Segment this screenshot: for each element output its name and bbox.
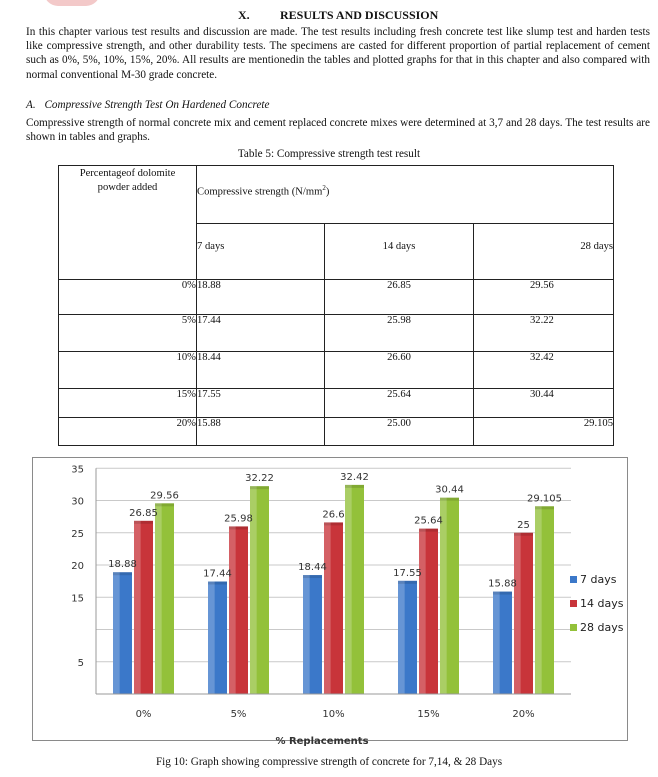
table-header-28days: 28 days	[474, 224, 614, 280]
x-axis-label: % Replacements	[275, 736, 369, 747]
y-tick-label: 35	[71, 464, 84, 476]
bar-highlight	[155, 503, 162, 694]
bar-top	[303, 575, 322, 578]
y-tick-label: 5	[77, 657, 84, 669]
cell-7days: 18.44	[197, 352, 325, 389]
cell-14days: 26.85	[325, 280, 474, 315]
section-number: X.	[238, 8, 250, 22]
cell-7days: 17.55	[197, 389, 325, 418]
y-tick-label: 20	[71, 561, 84, 572]
bar-top	[134, 521, 153, 524]
results-table	[58, 165, 614, 446]
y-tick-label: 30	[71, 496, 84, 508]
bar-highlight	[303, 575, 310, 694]
table-row	[59, 352, 614, 389]
bar-highlight	[398, 581, 405, 694]
data-label: 15.88	[488, 578, 517, 590]
bar-highlight	[514, 533, 521, 694]
table-header-compressive	[197, 166, 614, 224]
bar-highlight	[493, 592, 500, 694]
x-tick-label: 10%	[322, 709, 345, 720]
data-label: 18.44	[298, 562, 327, 574]
data-label: 26.6	[322, 509, 345, 521]
bar-top	[324, 522, 343, 525]
cell-7days: 17.44	[197, 315, 325, 352]
bar-top	[398, 581, 417, 584]
x-tick-label: 5%	[230, 709, 247, 720]
table-header-14days: 14 days	[325, 224, 474, 280]
bar-top	[493, 592, 512, 595]
compressive-strength-chart	[32, 457, 628, 747]
bar-top	[113, 572, 132, 575]
cell-7days: 18.88	[197, 280, 325, 315]
subsection-label: A.	[26, 99, 36, 111]
table-header-percentage	[59, 166, 197, 280]
table-caption: Table 5: Compressive strength test result	[237, 148, 421, 160]
cell-percentage: 15%	[59, 389, 197, 418]
bar-top	[535, 506, 554, 509]
x-tick-label: 0%	[135, 709, 152, 720]
table-row	[59, 418, 614, 446]
cell-14days: 25.98	[325, 315, 474, 352]
data-label: 25.98	[224, 513, 253, 525]
legend-label: 28 days	[580, 621, 624, 634]
bar-highlight	[345, 485, 352, 694]
cell-percentage: 5%	[59, 315, 197, 352]
bar-top	[419, 529, 438, 532]
data-label: 29.105	[527, 493, 562, 505]
legend-swatch	[570, 600, 577, 607]
cell-percentage: 0%	[59, 280, 197, 315]
group-header-sup: 2	[322, 184, 326, 192]
x-tick-label: 20%	[512, 709, 535, 720]
subsection-title: Compressive Strength Test On Hardened Concrete	[44, 99, 270, 111]
cell-28days: 29.56	[474, 280, 614, 315]
cell-28days: 30.44	[474, 389, 614, 418]
bar-top	[155, 503, 174, 506]
cell-14days: 26.60	[325, 352, 474, 389]
group-header-text: Compressive strength (N/mm	[197, 186, 323, 198]
legend-swatch	[570, 624, 577, 631]
bar-highlight	[134, 521, 141, 694]
data-label: 18.88	[108, 559, 137, 571]
cell-14days: 25.00	[325, 418, 474, 446]
y-tick-label: 15	[71, 593, 84, 605]
table-header-7days: 7 days	[197, 224, 325, 280]
group-header-end: )	[325, 186, 330, 198]
data-label: 25.64	[414, 515, 443, 527]
legend-swatch	[570, 576, 577, 583]
data-label: 29.56	[150, 490, 179, 502]
bar-top	[345, 485, 364, 488]
bar-top	[440, 498, 459, 501]
bar-highlight	[324, 522, 331, 694]
data-label: 26.85	[129, 507, 158, 519]
figure-caption: Fig 10: Graph showing compressive strength of concrete for 7,14, & 28 Days	[155, 756, 503, 768]
table-header-percentage-text: Percentageof dolomite powder added	[79, 168, 176, 193]
table-row	[59, 315, 614, 352]
intro-paragraph: In this chapter various test results and discussion are made. The test results including fresh concrete test like slump test and harden tests like compressive strength, and other durability tests. The specimens are casted for different proportion of partial replacement of cement such as 0%, 5%, 10%, 15%, 20%. All results are mentionedin the tables and plotted graphs for that in this chapter and also compared with normal conventional M-30 grade concrete.	[26, 26, 650, 81]
data-label: 32.42	[340, 471, 369, 483]
subsection-heading	[26, 99, 270, 111]
cell-14days: 25.64	[325, 389, 474, 418]
y-tick-label: 25	[71, 528, 84, 540]
table-row	[59, 280, 614, 315]
bar-top	[250, 486, 269, 489]
section-title: RESULTS AND DISCUSSION	[280, 8, 439, 22]
bar-top	[229, 526, 248, 529]
legend-label: 14 days	[580, 597, 624, 610]
bar-highlight	[535, 506, 542, 694]
bar-highlight	[419, 529, 426, 694]
data-label: 17.44	[203, 568, 232, 580]
bar-highlight	[229, 526, 236, 694]
data-label: 32.22	[245, 473, 274, 485]
cell-percentage: 10%	[59, 352, 197, 389]
cell-28days: 32.42	[474, 352, 614, 389]
subsection-paragraph: Compressive strength of normal concrete mix and cement replaced concrete mixes were determined at 3,7 and 28 days. The test results are shown in tables and graphs.	[26, 117, 650, 144]
cell-7days: 15.88	[197, 418, 325, 446]
bar-top	[514, 533, 533, 536]
data-label: 17.55	[393, 567, 422, 579]
legend-label: 7 days	[580, 573, 617, 586]
cell-28days: 29.105	[474, 418, 614, 446]
cell-28days: 32.22	[474, 315, 614, 352]
bar-highlight	[440, 498, 447, 694]
bar-top	[208, 582, 227, 585]
x-tick-label: 15%	[417, 709, 440, 720]
data-label: 25	[517, 519, 530, 531]
data-label: 30.44	[435, 484, 464, 496]
table-row	[59, 389, 614, 418]
bar-highlight	[208, 582, 215, 694]
cell-percentage: 20%	[59, 418, 197, 446]
journal-logo	[44, 0, 100, 6]
bar-highlight	[113, 572, 120, 694]
